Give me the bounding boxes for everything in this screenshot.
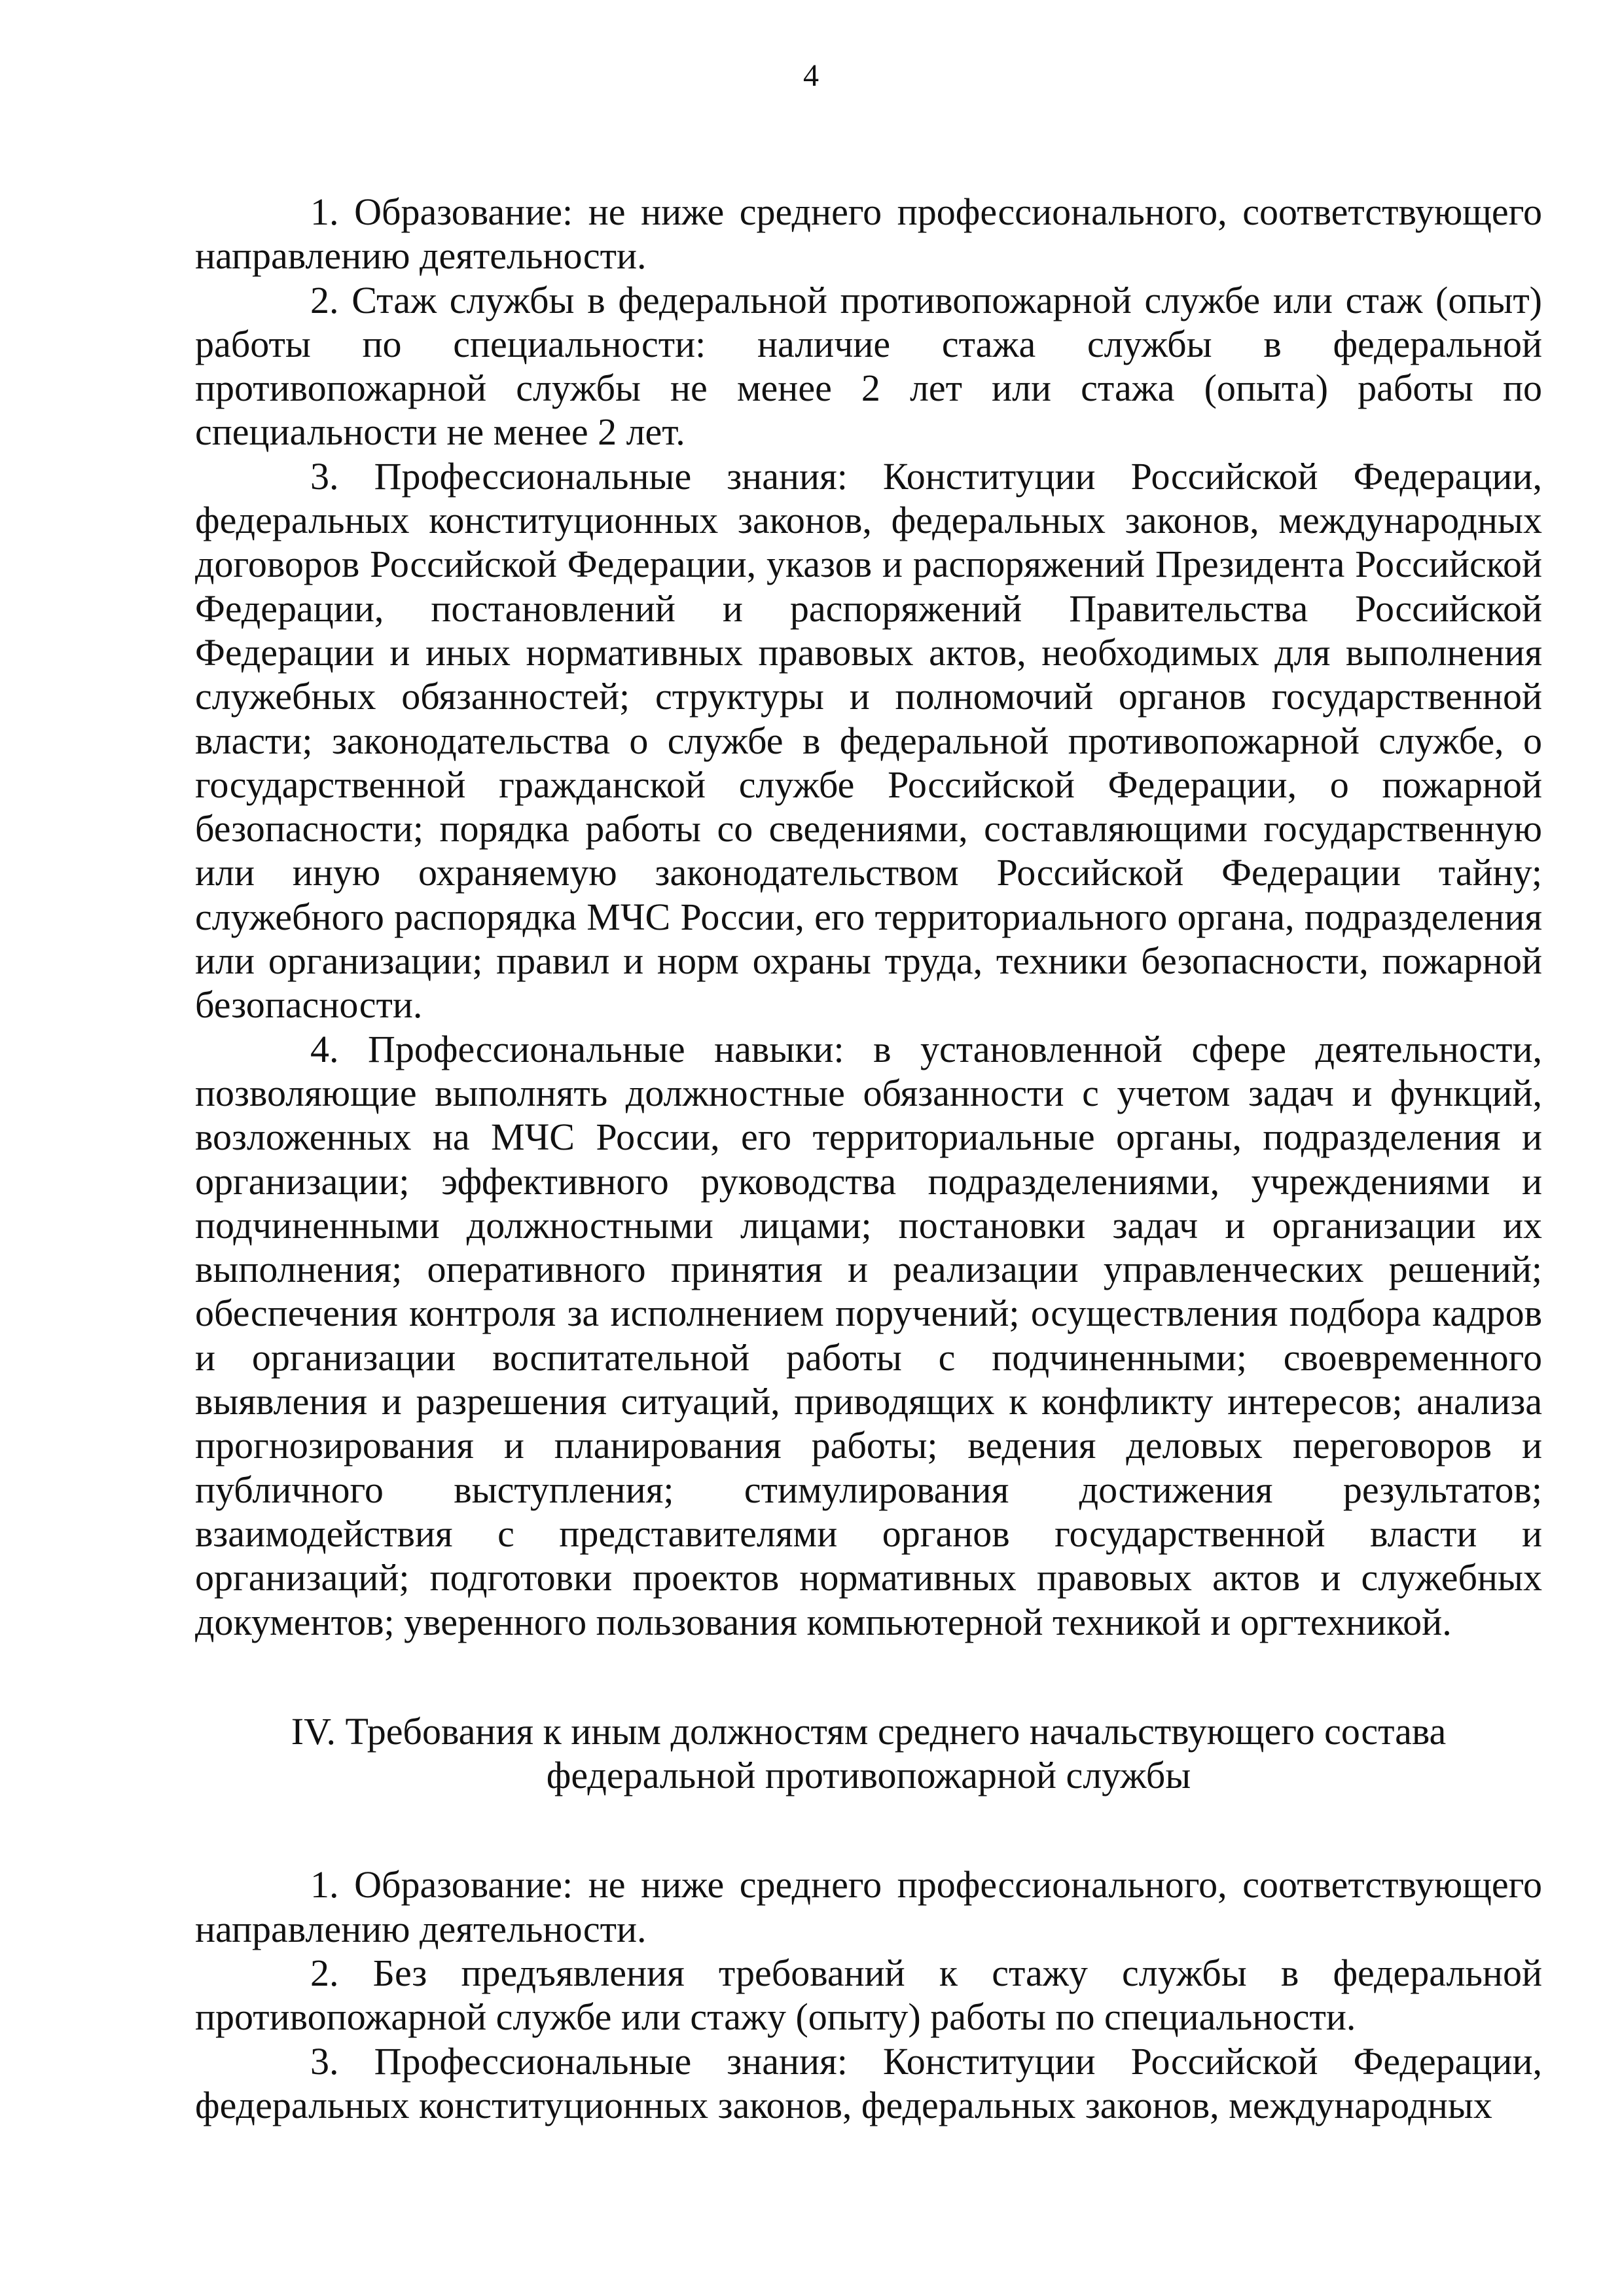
page-number: 4 bbox=[803, 58, 819, 93]
paragraph-professional-knowledge-2: 3. Профессиональные знания: Конституции Российской Федерации, федеральных конституционных законов, федеральных законов, международных bbox=[195, 2039, 1542, 2126]
document-body bbox=[195, 190, 1542, 2127]
paragraph-education: 1. Образование: не ниже среднего профессионального, соответствующего направлению деятельности. bbox=[195, 191, 1542, 278]
section-heading bbox=[195, 1709, 1542, 1798]
paragraph-professional-skills: 4. Профессиональные навыки: в установленной сфере деятельности, позволяющие выполнять должностные обязанности с учетом задач и функций, возложенных на МЧС России, его территориальные органы, подразделения и организации; эффективного руководства подразделениями, учреждениями и подчиненными должностными лицами; постановки задач и организации их выполнения; оперативного принятия и реализации управленческих решений; обеспечения контроля за исполнением поручений; осуществления подбора кадров и организации воспитательной работы с подчиненными; своевременного выявления и разрешения ситуаций, приводящих к конфликту интересов; анализа прогнозирования и планирования работы; ведения деловых переговоров и публичного выступления; стимулирования достижения результатов; взаимодействия с представителями органов государственной власти и организаций; подготовки проектов нормативных правовых актов и служебных документов; уверенного пользования компьютерной техникой и оргтехникой. bbox=[195, 1027, 1542, 1643]
paragraph-service-experience-2: 2. Без предъявления требований к стажу службы в федеральной противопожарной службе или стажу (опыту) работы по специальности. bbox=[195, 1951, 1542, 2039]
paragraph-education-2: 1. Образование: не ниже среднего профессионального, соответствующего направлению деятельности. bbox=[195, 1863, 1542, 1950]
section-heading-line-2: федеральной противопожарной службы bbox=[546, 1754, 1191, 1797]
paragraph-professional-knowledge: 3. Профессиональные знания: Конституции Российской Федерации, федеральных конституционных законов, федеральных законов, международных договоров Российской Федерации, указов и распоряжений Президента Российской Федерации, постановлений и распоряжений Правительства Российской Федерации и иных нормативных правовых актов, необходимых для выполнения служебных обязанностей; структуры и полномочий органов государственной власти; законодательства о службе в федеральной противопожарной службе, о государственной гражданской службе Российской Федерации, о пожарной безопасности; порядка работы со сведениями, составляющими государственную или иную охраняемую законодательством Российской Федерации тайну; служебного распорядка МЧС России, его территориального органа, подразделения или организации; правил и норм охраны труда, техники безопасности, пожарной безопасности. bbox=[195, 454, 1542, 1027]
section-heading-line-1: IV. Требования к иным должностям среднего начальствующего состава bbox=[291, 1709, 1447, 1753]
paragraph-service-experience: 2. Стаж службы в федеральной противопожарной службе или стаж (опыт) работы по специальности: наличие стажа службы в федеральной противопожарной службы не менее 2 лет или стажа (опыта) работы по специальности не менее 2 лет. bbox=[195, 278, 1542, 454]
